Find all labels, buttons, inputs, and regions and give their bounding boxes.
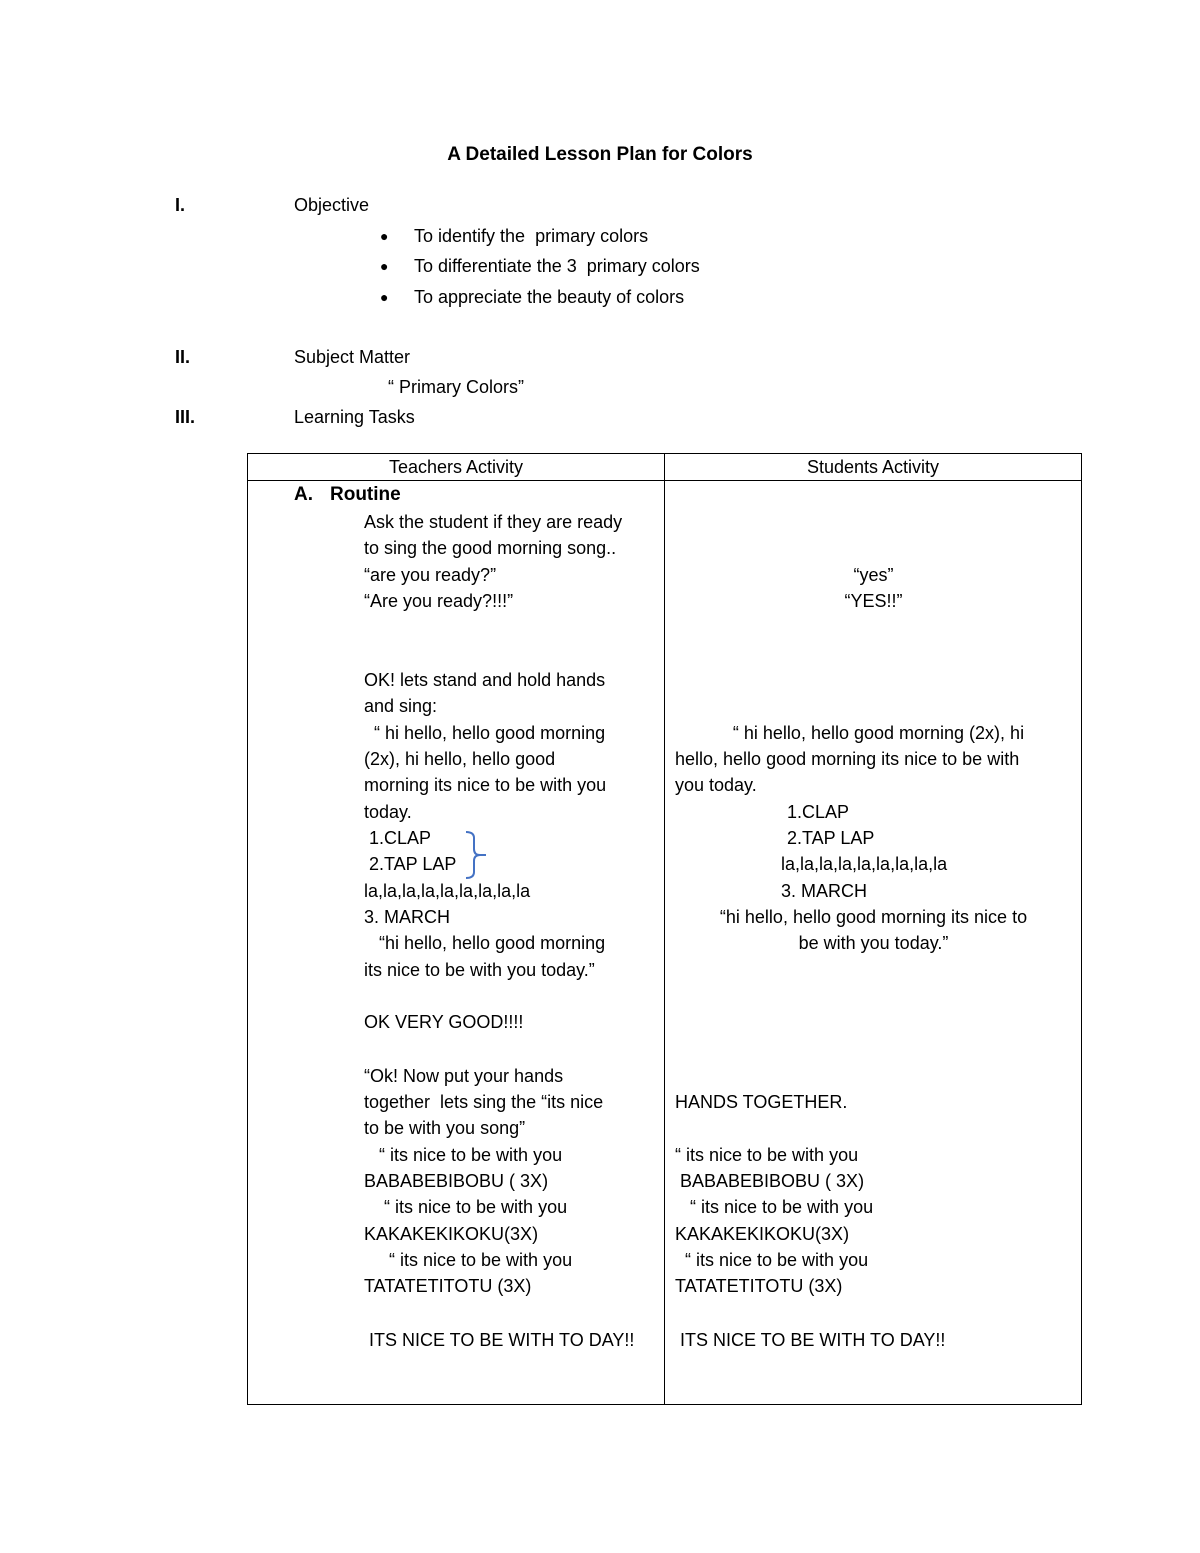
document-title: A Detailed Lesson Plan for Colors	[447, 144, 753, 165]
students-activity-cell	[665, 481, 1082, 1405]
student-line: hello, hello good morning its nice to be with	[675, 749, 1020, 769]
student-line: be with you today.”	[798, 933, 949, 953]
teacher-line: Ask the student if they are ready	[364, 512, 623, 532]
teacher-line: 2.TAP LAP	[364, 854, 457, 874]
student-line: KAKAKEKIKOKU(3X)	[675, 1224, 850, 1244]
student-line: 3. MARCH	[781, 881, 868, 901]
teacher-line: together lets sing the “its nice	[364, 1092, 604, 1112]
student-line: “YES!!”	[844, 591, 903, 611]
teacher-line: and sing:	[364, 696, 438, 716]
subject-topic: “ Primary Colors”	[388, 377, 525, 397]
teacher-line: (2x), hi hello, hello good	[364, 749, 556, 769]
teacher-line: “Ok! Now put your hands	[364, 1066, 564, 1086]
student-line: “ its nice to be with you	[675, 1145, 859, 1165]
right-brace-icon	[464, 830, 488, 880]
student-line: TATATETITOTU (3X)	[675, 1276, 843, 1296]
routine-heading: Routine	[330, 484, 401, 505]
teacher-line: KAKAKEKIKOKU(3X)	[364, 1224, 539, 1244]
students-activity-header: Students Activity	[665, 454, 1082, 481]
teacher-line: “ its nice to be with you	[364, 1145, 563, 1165]
section-heading-objective: Objective	[294, 195, 370, 215]
student-line: HANDS TOGETHER.	[675, 1092, 848, 1112]
teachers-activity-cell	[248, 481, 665, 1405]
teachers-activity-header: Teachers Activity	[248, 454, 665, 481]
teacher-line: BABABEBIBOBU ( 3X)	[364, 1171, 549, 1191]
objective-item: To identify the primary colors	[414, 226, 649, 246]
objective-item: To appreciate the beauty of colors	[414, 287, 685, 307]
teacher-line: OK VERY GOOD!!!!	[364, 1012, 524, 1032]
bullet-icon: ●	[380, 258, 389, 274]
section-numeral-objective: I.	[175, 195, 186, 215]
student-line: la,la,la,la,la,la,la,la,la	[781, 854, 948, 874]
teacher-line: to sing the good morning song..	[364, 538, 617, 558]
teacher-line: la,la,la,la,la,la,la,la,la	[364, 881, 531, 901]
teacher-line: “ its nice to be with you	[364, 1250, 573, 1270]
section-heading-tasks: Learning Tasks	[294, 407, 415, 427]
teacher-line: “Are you ready?!!!”	[364, 591, 514, 611]
student-line: “ its nice to be with you	[675, 1197, 874, 1217]
section-numeral-subject: II.	[175, 347, 191, 367]
teacher-line: to be with you song”	[364, 1118, 526, 1138]
teacher-line: “ its nice to be with you	[364, 1197, 568, 1217]
teacher-line: ITS NICE TO BE WITH TO DAY!!	[364, 1330, 635, 1350]
teacher-line: “are you ready?”	[364, 565, 497, 585]
student-line: “yes”	[853, 565, 894, 585]
teacher-line: today.	[364, 802, 412, 822]
section-heading-subject: Subject Matter	[294, 347, 411, 367]
student-line: “ its nice to be with you	[675, 1250, 869, 1270]
teacher-line: morning its nice to be with you	[364, 775, 607, 795]
student-line: BABABEBIBOBU ( 3X)	[675, 1171, 865, 1191]
bullet-icon: ●	[380, 289, 389, 305]
teacher-line: “hi hello, hello good morning	[364, 933, 606, 953]
teacher-line: TATATETITOTU (3X)	[364, 1276, 532, 1296]
learning-tasks-table	[247, 453, 1082, 1405]
teacher-line: “ hi hello, hello good morning	[364, 723, 606, 743]
student-line: 1.CLAP	[787, 802, 850, 822]
routine-letter: A.	[294, 484, 313, 505]
teacher-line: 1.CLAP	[364, 828, 432, 848]
teacher-line: OK! lets stand and hold hands	[364, 670, 606, 690]
bullet-icon: ●	[380, 228, 389, 244]
student-line: “ hi hello, hello good morning (2x), hi	[722, 723, 1025, 743]
student-line: ITS NICE TO BE WITH TO DAY!!	[675, 1330, 946, 1350]
teacher-line: 3. MARCH	[364, 907, 451, 927]
student-line: “hi hello, hello good morning its nice to	[719, 907, 1028, 927]
student-line: you today.	[675, 775, 757, 795]
objective-item: To differentiate the 3 primary colors	[414, 256, 700, 276]
student-line: 2.TAP LAP	[787, 828, 875, 848]
teacher-line: its nice to be with you today.”	[364, 960, 595, 980]
section-numeral-tasks: III.	[175, 407, 196, 427]
